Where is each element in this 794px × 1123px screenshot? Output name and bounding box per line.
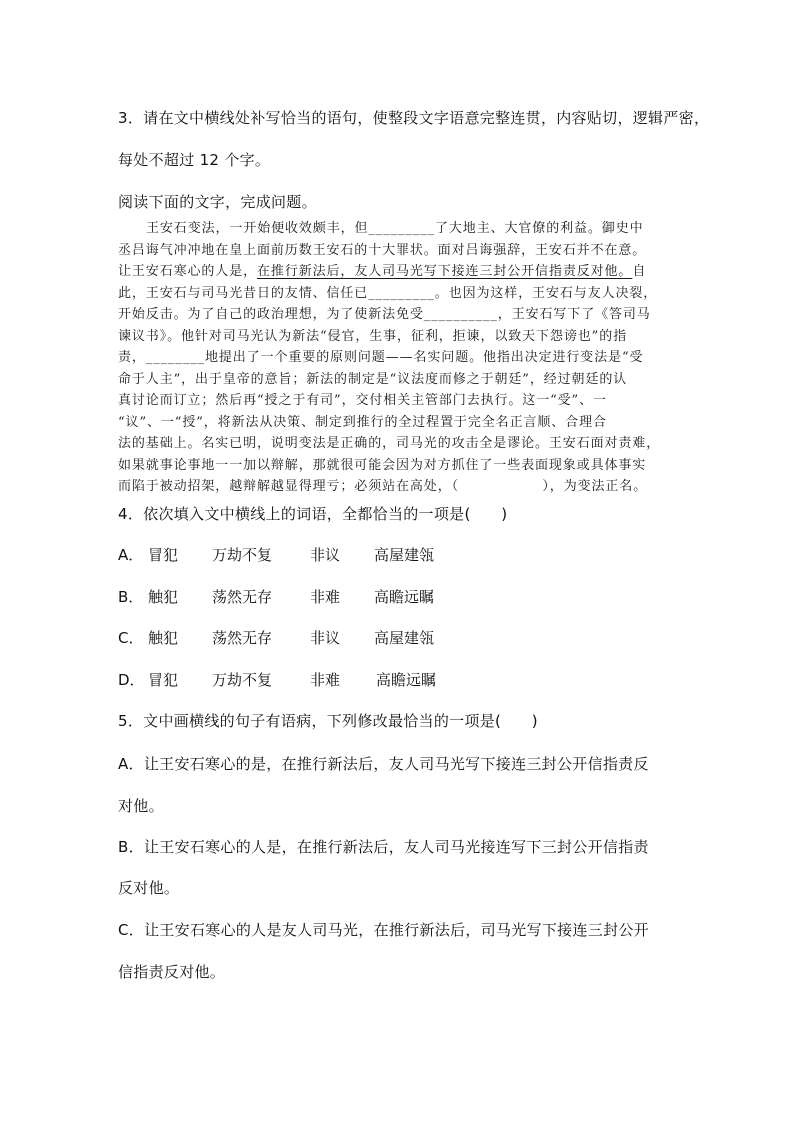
passage-line: “议”、一“授”，将新法从决策、制定到推行的全过程置于完全名正言顺、合理合 — [118, 414, 607, 430]
passage-line: 命于人主”，出于皇帝的意旨；新法的制定是“议法度而修之于朝廷”，经过朝廷的认 — [118, 371, 628, 387]
option-word: 触犯 — [148, 629, 179, 647]
passage-line: 开始反击。为了自己的政治理想，为了使新法免受__________，王安石写下了《答司马 — [118, 307, 651, 322]
passage-line: 责，________地提出了一个重要的原则问题——名实问题。他指出决定进行变法是“受 — [118, 350, 644, 365]
q4-stem: 4．依次填入文中横线上的词语，全都恰当的一项是( ) — [118, 505, 508, 523]
option-word: 非议 — [310, 629, 341, 647]
passage — [118, 218, 680, 498]
option-letter: C． — [118, 629, 144, 647]
option-word: 非议 — [310, 546, 341, 564]
q3-line-1: 3．请在文中横线处补写恰当的语句，使整段文字语意完整连贯，内容贴切，逻辑严密， — [118, 109, 710, 127]
q3-line-2: 每处不超过 12 个字。 — [118, 151, 271, 169]
option-line: C．让王安石寒心的人是友人司马光，在推行新法后，司马光写下接连三封公开 — [118, 921, 649, 939]
option-line: A．让王安石寒心的是，在推行新法后，友人司马光写下接连三封公开信指责反 — [118, 755, 649, 773]
passage-line-prefix: 让王安石寒心的人是， — [118, 264, 258, 279]
option-word: 冒犯 — [148, 671, 179, 689]
option-line: 反对他。 — [118, 879, 180, 897]
option-word: 荡然无存 — [212, 629, 273, 647]
option-word: 冒犯 — [148, 546, 179, 564]
passage-line: 此，王安石与司马光昔日的友情、信任已_________。也因为这样，王安石与友人决裂， — [118, 285, 658, 301]
option-line: 对他。 — [118, 797, 164, 815]
option-word: 高屋建瓴 — [374, 546, 435, 564]
option-line: B．让王安石寒心的人是，在推行新法后，友人司马光接连写下三封公开信指责 — [118, 838, 649, 856]
passage-line-suffix: 自 — [632, 264, 647, 279]
passage-line: 而陷于被动招架，越辩解越显得理亏；必须站在高处，（ ），为变法正名。 — [118, 479, 648, 494]
passage-line: 如果就事论事地一一加以辩解，那就很可能会因为对方抓住了一些表面现象或具体事实 — [118, 457, 647, 473]
option-word: 高屋建瓴 — [374, 629, 435, 647]
option-word: 非难 — [310, 588, 341, 606]
option-letter: A． — [118, 546, 144, 564]
option-letter: B． — [118, 588, 144, 606]
option-word: 万劫不复 — [212, 546, 273, 564]
underlined-sentence: 在推行新法后，友人司马光写下接连三封公开信指责反对他。 — [257, 264, 633, 279]
option-word: 高瞻远瞩 — [374, 588, 435, 606]
passage-line-underlined-sentence — [118, 261, 680, 283]
option-word: 高瞻远瞩 — [376, 671, 437, 689]
option-word: 非难 — [310, 671, 341, 689]
option-letter: D． — [118, 671, 145, 689]
passage-line: 丞吕诲气冲冲地在皇上面前历数王安石的十大罪状。面对吕诲强辞，王安石并不在意。 — [118, 242, 647, 258]
passage-line: 真讨论而订立；然后再“授之于有司”，交付相关主管部门去执行。这一“受”、一 — [118, 393, 607, 408]
option-word: 万劫不复 — [212, 671, 273, 689]
reading-instruction: 阅读下面的文字，完成问题。 — [118, 193, 317, 211]
passage-line: 王安石变法，一开始便收效颇丰，但_________了大地主、大官僚的利益。御史中 — [146, 221, 644, 236]
option-line: 信指责反对他。 — [118, 963, 226, 981]
passage-line: 法的基础上。名实已明，说明变法是正确的，司马光的攻击全是谬论。王安石面对责难， — [118, 436, 661, 451]
option-word: 触犯 — [148, 588, 179, 606]
q5-stem: 5．文中画横线的句子有语病，下列修改最恰当的一项是( ) — [118, 712, 538, 730]
passage-line: 谏议书》。他针对司马光认为新法“侵官，生事，征利，拒谏，以致天下怨谤也”的指 — [118, 328, 627, 344]
option-word: 荡然无存 — [212, 588, 273, 606]
